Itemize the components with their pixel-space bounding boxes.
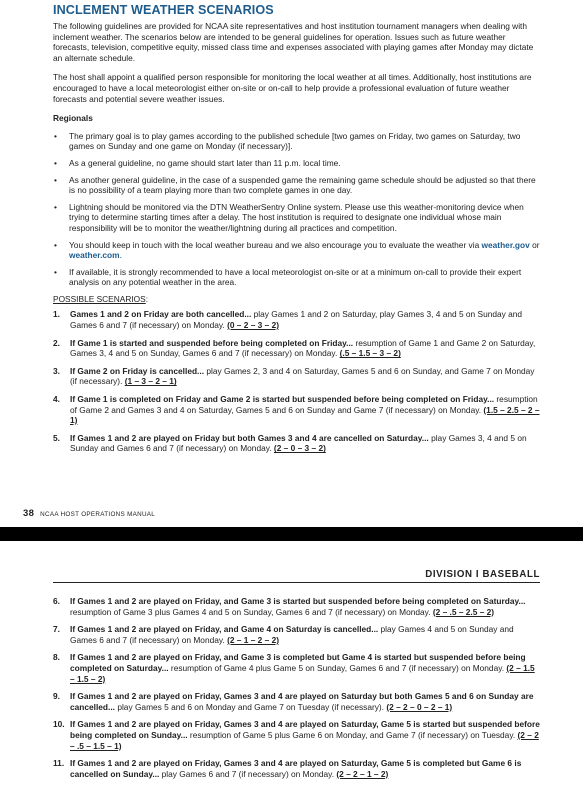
scenario-condition: If Games 1 and 2 are played on Friday, and Game 4 on Saturday is cancelled... (70, 624, 379, 635)
scenario-item (53, 652, 541, 684)
bullet-item: • If available, it is strongly recommended to have a local meteorologist on-site or at a minimum on-call to provide their expert analysis on any potential weather in the area. (53, 267, 541, 288)
page-footer (23, 508, 155, 519)
scenario-item (53, 366, 541, 387)
scenario-schedule-code: (.5 – 1.5 – 3 – 2) (339, 348, 401, 359)
scenario-number: 10. (53, 719, 65, 730)
scenario-item (53, 338, 541, 359)
scenario-item (53, 433, 541, 454)
scenario-schedule-code: (1 – 3 – 2 – 1) (124, 376, 177, 387)
section-heading: INCLEMENT WEATHER SCENARIOS (53, 3, 274, 17)
scenario-action: resumption of Game 1 and Game 2 on Saturday, Games 3, 4 and 5 on Sunday, Games 6 and 7 (if necessary) on Monday. (70, 337, 536, 359)
scenario-condition: If Games 1 and 2 are played on Friday, and Game 3 is started but suspended before being completed on Saturday... (70, 596, 526, 606)
scenario-item (53, 596, 541, 617)
intro-paragraph: The following guidelines are provided for NCAA site representatives and host institution tournament managers when dealing with inclement weather. The scenarios below are intended to be general guidelines for operation. Issues such as future weather forecasts, television, competitive equity, missed class time and expenses associated with playing games after Monday may dictate an alternate schedule. (53, 21, 534, 63)
scenario-item (53, 309, 541, 330)
scenario-condition: If Game 1 is completed on Friday and Game 2 is started but suspended before being completed on Friday... (70, 394, 495, 405)
scenario-item (53, 758, 541, 779)
scenario-schedule-code: (2 – 2 – 1 – 2) (336, 768, 389, 779)
scenario-schedule-code: (2 – 1 – 2 – 2) (227, 634, 280, 645)
scenario-condition: If Games 1 and 2 are played on Friday, Games 3 and 4 are played on Saturday but both Games 5 and 6 on Sunday are cancelled... (70, 691, 534, 712)
page-header: DIVISION I BASEBALL (425, 569, 540, 580)
scenario-schedule-code: (2 – 2 – .5 – 1.5 – 1) (70, 729, 539, 751)
scenario-number: 6. (53, 596, 60, 606)
bullet-item: • As a general guideline, no game should start later than 11 p.m. local time. (53, 158, 541, 169)
scenario-action: play Games 5 and 6 on Monday and Game 7 on Tuesday (if necessary). (115, 701, 387, 712)
scenario-number: 5. (53, 432, 60, 443)
scenario-item (53, 719, 541, 751)
scenario-item (53, 624, 541, 645)
section-body (53, 596, 541, 779)
scenario-action: play Games 6 and 7 (if necessary) on Monday. (159, 768, 337, 779)
bullet-item: • Lightning should be monitored via the DTN WeatherSentry Online system. Please use this weather-monitoring device when trying to determine starting times after a delay. The host institution is required to designate one individual whose main responsibility will be to monitor the weather/lightning during all practices and competition. (53, 202, 541, 234)
scenario-action: resumption of Game 2 and Games 3 and 4 on Saturday, Games 5 and 6 on Sunday and Game 7 (if necessary) on Monday. (70, 394, 538, 415)
bullet-text: . (119, 250, 122, 261)
scenario-condition: If Game 2 on Friday is cancelled... (70, 365, 205, 376)
scenario-action: play Games 2, 3 and 4 on Saturday, Games 5 and 6 on Sunday, and Game 7 on Monday (if necessary). (70, 365, 535, 387)
scenario-action: play Games 1 and 2 on Saturday, play Games 3, 4 and 5 on Sunday and Games 6 and 7 (if necessary) on Monday. (70, 309, 523, 331)
bullet-text: or (529, 239, 540, 250)
weather-com-link[interactable]: weather.com (69, 250, 120, 261)
scenario-schedule-code: (1.5 – 2.5 – 2 – 1) (70, 404, 540, 426)
bullet-text: You should keep in touch with the local weather bureau and we also encourage you to evaluate the weather via (69, 239, 482, 250)
scenario-schedule-code: (2 – .5 – 2.5 – 2) (432, 606, 495, 617)
scenario-condition: If Games 1 and 2 are played on Friday, Games 3 and 4 are played on Saturday, Game 5 is started but suspended before being completed on Sunday... (70, 719, 540, 740)
weather-gov-link[interactable]: weather.gov (481, 239, 530, 250)
scenario-number: 11. (53, 758, 65, 769)
bullet-item: • The primary goal is to play games according to the published schedule [two games on Friday, two games on Saturday, two games on Sunday and one game on Monday (if necessary)]. (53, 131, 541, 152)
scenario-schedule-code: (2 – 2 – 0 – 2 – 1) (386, 701, 453, 712)
possible-scenarios-colon: : (145, 293, 149, 304)
bullet-item (53, 240, 541, 261)
scenario-schedule-code: (2 – 0 – 3 – 2) (273, 443, 326, 454)
page-number: 38 (23, 508, 35, 519)
scenario-condition: If Games 1 and 2 are played on Friday, Games 3 and 4 are played on Saturday, Game 5 is completed but Game 6 is cancelled on Sunday... (70, 758, 522, 779)
scenario-condition: If Games 1 and 2 are played on Friday, and Game 3 is completed but Game 4 is started but suspended before being completed on Saturday... (70, 652, 526, 673)
scenario-action: resumption of Game 3 plus Games 4 and 5 on Sunday, Games 6 and 7 (if necessary) on Monday. (70, 606, 433, 617)
scenario-action: play Games 4 and 5 on Sunday and Games 6 and 7 (if necessary) on Monday. (70, 624, 514, 645)
scenario-item (53, 691, 541, 712)
scenario-number: 7. (53, 624, 60, 635)
section-body (53, 21, 541, 454)
scenario-schedule-code: (2 – 1.5 – 1.5 – 2) (70, 662, 535, 684)
scenario-schedule-code: (0 – 2 – 3 – 2) (227, 320, 280, 331)
scenario-number: 8. (53, 652, 60, 663)
scenario-condition: If Games 1 and 2 are played on Friday but both Games 3 and 4 are cancelled on Saturday... (70, 432, 429, 443)
scenario-item (53, 394, 541, 426)
regionals-bullet-list (53, 131, 541, 288)
scenario-number: 4. (53, 394, 60, 405)
scenario-number: 9. (53, 691, 60, 702)
manual-title: NCAA HOST OPERATIONS MANUAL (40, 511, 156, 518)
scenario-list (53, 596, 541, 779)
host-paragraph: The host shall appoint a qualified person responsible for monitoring the local weather at all times. Additionally, host institutions are encouraged to have a local meteorologist either on-site or on-call to help provide a professional evaluation of future weather forecasts and potential severe weather issues. (53, 72, 532, 104)
scenario-condition: Games 1 and 2 on Friday are both cancelled... (70, 309, 252, 320)
bullet-item: • As another general guideline, in the case of a suspended game the remaining game schedule should be adjusted so that there is no possibility of a team playing more than two complete games in one day. (53, 175, 541, 196)
scenario-number: 3. (53, 365, 60, 376)
scenario-action: resumption of Game 5 plus Game 6 on Monday, and Game 7 (if necessary) on Tuesday. (187, 729, 518, 740)
scenario-action: play Games 3, 4 and 5 on Sunday and Games 6 and 7 (if necessary) on Monday. (70, 432, 527, 454)
scenario-number: 1. (53, 309, 60, 320)
scenario-action: resumption of Game 4 plus Game 5 on Sunday, Games 6 and 7 (if necessary) on Monday. (168, 662, 507, 673)
scenario-number: 2. (53, 337, 60, 348)
header-divider (53, 582, 540, 583)
regionals-title: Regionals (53, 113, 93, 124)
scenario-list (53, 309, 541, 454)
possible-scenarios-label (53, 294, 541, 305)
scenario-condition: If Game 1 is started and suspended before being completed on Friday... (70, 337, 354, 348)
manual-page-39 (0, 541, 583, 800)
possible-scenarios-text: POSSIBLE SCENARIOS (53, 293, 146, 304)
